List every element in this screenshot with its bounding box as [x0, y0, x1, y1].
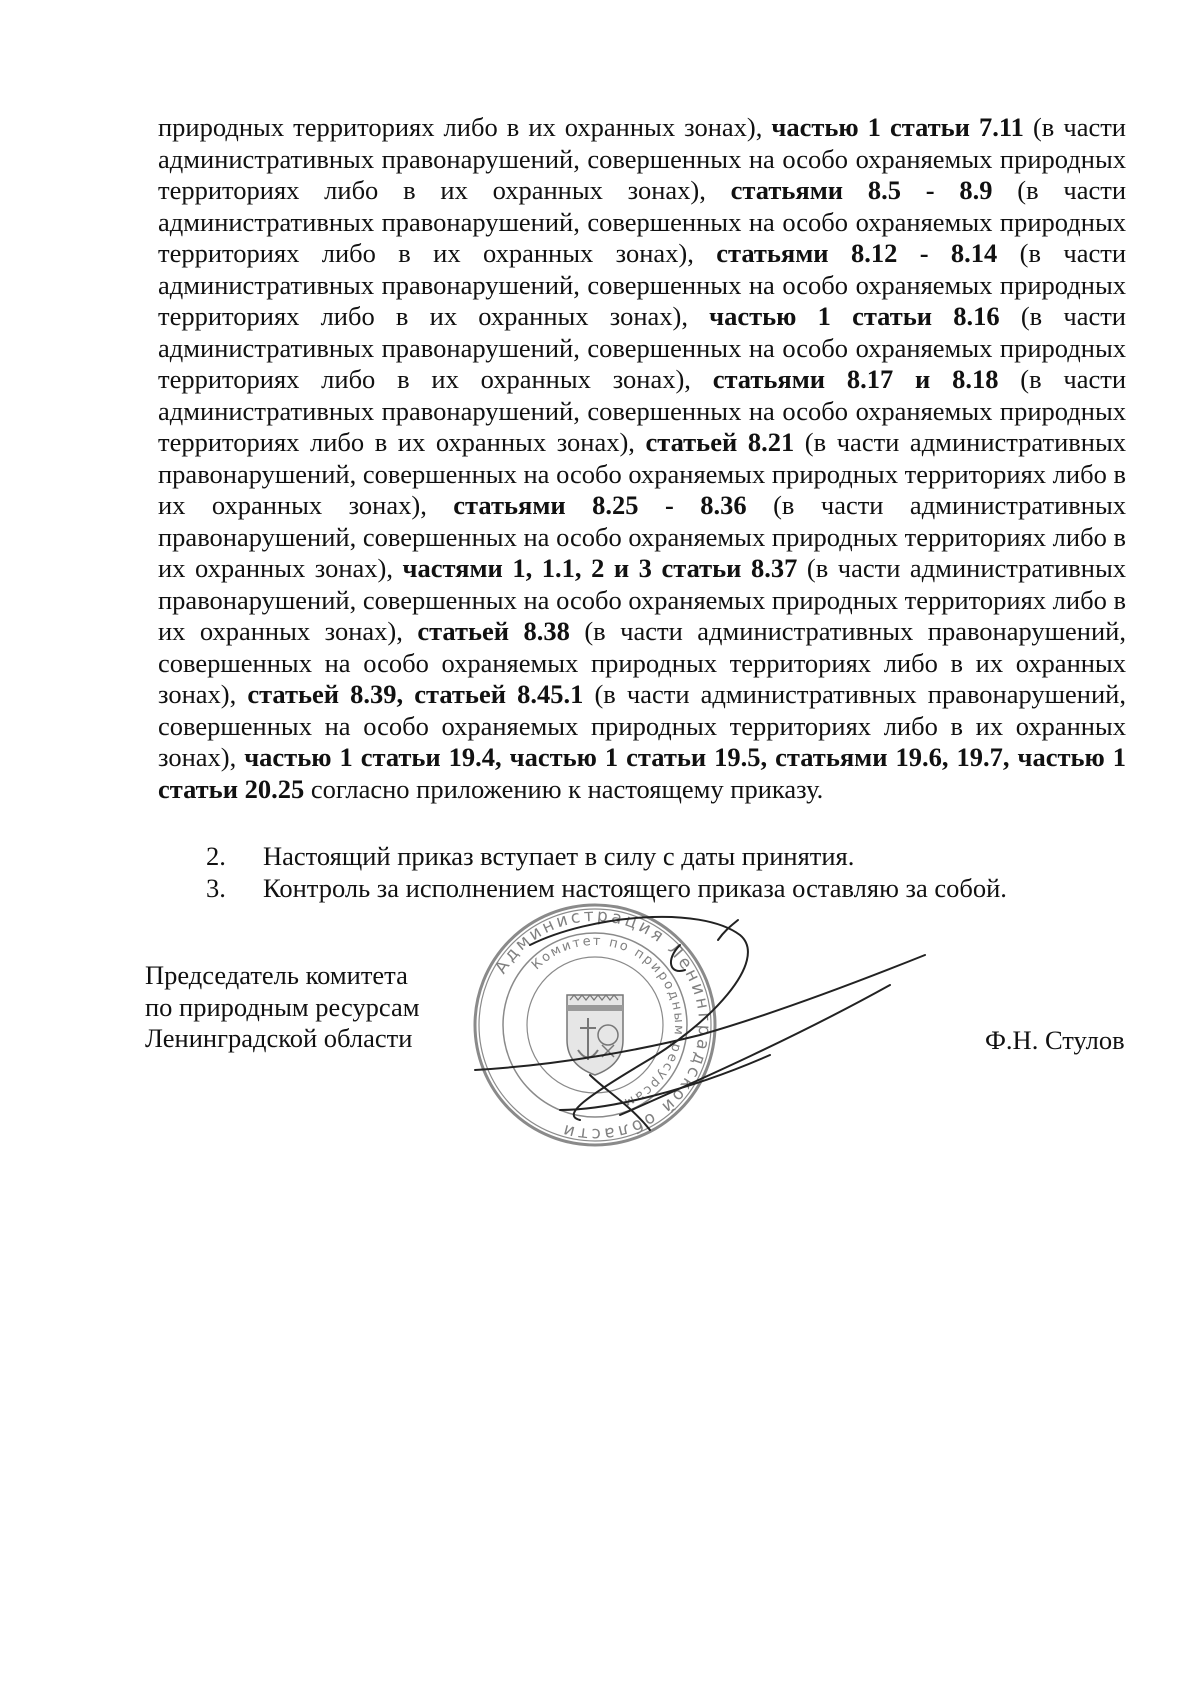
- stamp-outer-text: Администрация Ленинградской области: [491, 905, 715, 1145]
- paragraph-text: (в части административных правонарушений, совершенных на особо охраняемых природных территориях либо в их охранных зонах),: [158, 364, 1127, 457]
- article-reference: частями 1, 1.1, 2 и 3 статьи 8.37: [402, 553, 798, 583]
- paragraph-text: (в части административных правонарушений, совершенных на особо охраняемых природных территориях либо в их охранных зонах),: [158, 301, 1126, 394]
- paragraph-text: (в части административных правонарушений, совершенных на особо охраняемых природных территориях либо в их охранных зонах),: [158, 238, 1127, 331]
- list-item: [158, 840, 1126, 872]
- signer-title-line: по природным ресурсам: [145, 991, 420, 1022]
- signer-title-line: Председатель комитета: [145, 960, 408, 990]
- list-item-number: 3.: [206, 873, 226, 903]
- numbered-list: [158, 840, 1126, 904]
- article-reference: статьей 8.38: [417, 616, 570, 646]
- body-paragraph: [158, 112, 1126, 805]
- paragraph-text: (в части административных правонарушений, совершенных на особо охраняемых природных территориях либо в их охранных зонах),: [158, 427, 1126, 520]
- article-reference: частью 1 статьи 7.11: [771, 112, 1024, 142]
- signer-name: Ф.Н. Стулов: [985, 1025, 1125, 1055]
- article-reference: статьями 8.17 и 8.18: [712, 364, 999, 394]
- article-reference: частью 1 статьи 8.16: [709, 301, 1000, 331]
- article-reference: статьями 8.25 - 8.36: [453, 490, 747, 520]
- list-item-text: Контроль за исполнением настоящего приказа оставляю за собой.: [263, 873, 1007, 903]
- signer-title: [145, 960, 465, 1055]
- paragraph-text: (в части административных правонарушений, совершенных на особо охраняемых природных территориях либо в их охранных зонах),: [158, 112, 1126, 205]
- article-reference: статьями 8.5 - 8.9: [730, 175, 993, 205]
- paragraph-text: природных территориях либо в их охранных зонах),: [158, 112, 772, 142]
- list-item-text: Настоящий приказ вступает в силу с даты принятия.: [263, 841, 855, 871]
- paragraph-text: (в части административных правонарушений, совершенных на особо охраняемых природных территориях либо в их охранных зонах),: [158, 679, 1126, 772]
- list-item-number: 2.: [206, 841, 226, 871]
- handwritten-signature: [470, 915, 970, 1145]
- article-reference: статьей 8.21: [645, 427, 795, 457]
- signer-title-line: Ленинградской области: [145, 1023, 413, 1053]
- paragraph-text: согласно приложению к настоящему приказу.: [304, 773, 824, 804]
- stamp-inner-text: Комитет по природным ресурсам: [529, 933, 687, 1111]
- paragraph-text: (в части административных правонарушений, совершенных на особо охраняемых природных территориях либо в их охранных зонах),: [158, 616, 1126, 709]
- paragraph-text: (в части административных правонарушений, совершенных на особо охраняемых природных территориях либо в их охранных зонах),: [158, 175, 1126, 268]
- article-reference: частью 1 статьи 19.4, частью 1 статьи 19.5, статьями 19.6, 19.7, частью 1 статьи 20.25: [158, 742, 1126, 804]
- paragraph-text: (в части административных правонарушений, совершенных на особо охраняемых природных территориях либо в их охранных зонах),: [158, 553, 1126, 646]
- paragraph-text: (в части административных правонарушений, совершенных на особо охраняемых природных территориях либо в их охранных зонах),: [158, 490, 1126, 583]
- article-reference: статьей 8.39, статьей 8.45.1: [247, 679, 584, 709]
- article-reference: статьями 8.12 - 8.14: [716, 238, 998, 268]
